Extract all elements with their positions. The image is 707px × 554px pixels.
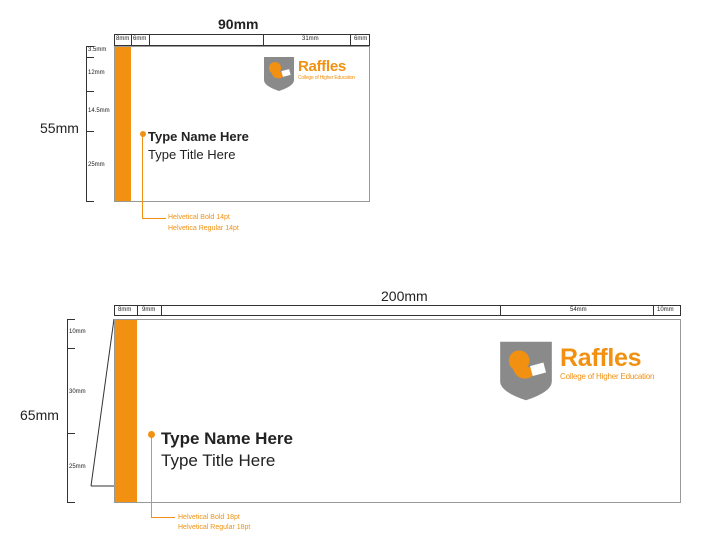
small-card-title: Type Title Here	[148, 147, 236, 162]
small-left-dim-3: 14.5mm	[88, 108, 110, 114]
large-top-dim-1: 8mm	[118, 307, 132, 313]
large-top-dim-3: 54mm	[570, 307, 587, 313]
small-height-label: 55mm	[40, 120, 79, 136]
large-left-dim-2: 30mm	[69, 389, 86, 395]
large-width-label: 200mm	[381, 288, 428, 304]
small-left-dim-line	[86, 46, 87, 201]
small-raffles-logo	[263, 56, 295, 97]
large-raffles-logo	[498, 340, 554, 407]
large-card-orange-stripe	[115, 320, 137, 502]
large-logo-name: Raffles	[560, 344, 642, 372]
small-left-dim-1: 3.5mm	[88, 47, 107, 53]
small-name-marker	[140, 131, 146, 137]
small-font-note-2: Helvetica Regular 14pt	[168, 225, 239, 232]
small-logo-tagline: College of Higher Education	[298, 75, 355, 81]
small-logo-shield-icon	[263, 56, 295, 92]
large-logo-shield-icon	[498, 340, 554, 402]
large-font-note-1: Helvetical Bold 18pt	[178, 514, 240, 521]
large-height-label: 65mm	[20, 407, 59, 423]
small-top-dim-2: 6mm	[133, 36, 147, 42]
small-top-dim-3: 31mm	[302, 36, 319, 42]
small-left-dim-2: 12mm	[88, 70, 105, 76]
large-top-dim-line	[114, 305, 681, 306]
large-left-dim-line	[67, 319, 68, 502]
small-width-label: 90mm	[218, 16, 259, 32]
large-top-dim-2: 9mm	[142, 307, 156, 313]
small-card-orange-stripe	[115, 47, 131, 201]
small-card-name: Type Name Here	[148, 129, 249, 144]
large-top-dim-4: 10mm	[657, 307, 674, 313]
large-card-name: Type Name Here	[161, 429, 293, 448]
small-logo-name: Raffles	[298, 58, 346, 75]
large-logo-tagline: College of Higher Education	[560, 372, 655, 381]
large-left-dim-3: 25mm	[69, 464, 86, 470]
small-top-dim-line	[114, 34, 370, 35]
large-font-note-2: Helvetical Regular 18pt	[178, 524, 251, 531]
large-left-dim-1: 10mm	[69, 329, 86, 335]
small-top-dim-4: 6mm	[354, 36, 368, 42]
small-top-dim-1: 8mm	[116, 36, 130, 42]
small-font-note-1: Helvetical Bold 14pt	[168, 214, 230, 221]
large-card-title: Type Title Here	[161, 451, 276, 470]
small-left-dim-4: 25mm	[88, 162, 105, 168]
